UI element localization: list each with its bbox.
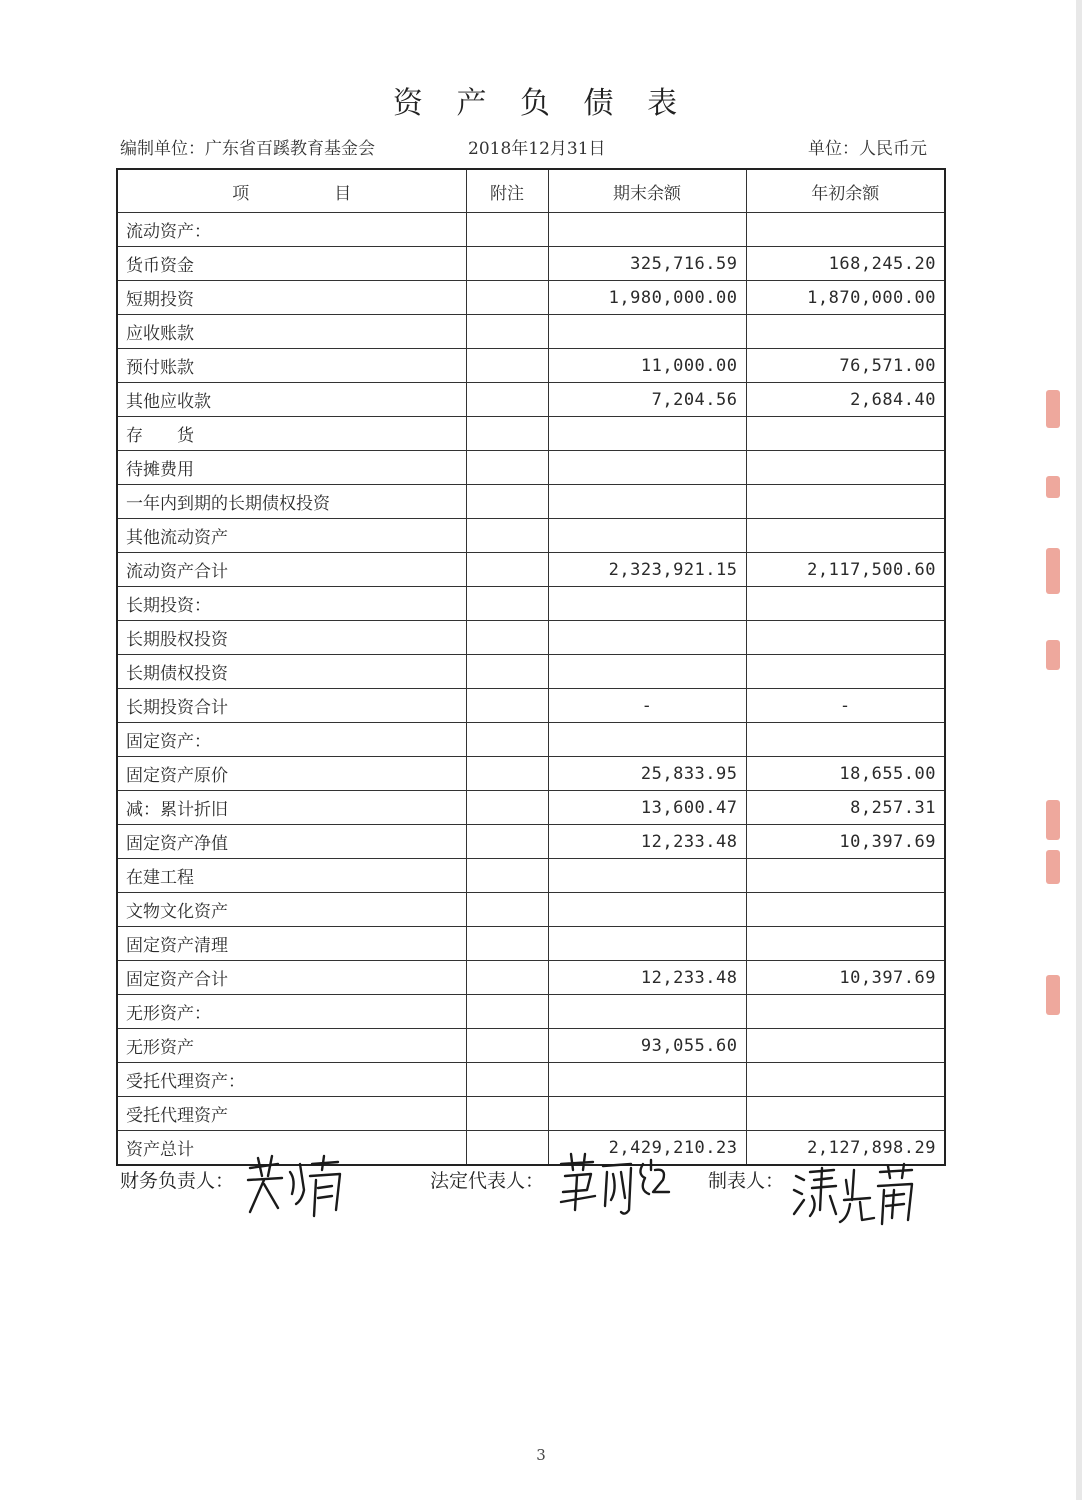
row-end-balance: [548, 417, 746, 451]
seal-fragment: [1046, 800, 1060, 840]
row-item-label: 待摊费用: [117, 451, 466, 485]
row-note: [466, 621, 548, 655]
preparer-signature: [790, 1160, 920, 1230]
row-note: [466, 825, 548, 859]
table-row: [117, 961, 945, 995]
row-item-label: 固定资产净值: [117, 825, 466, 859]
table-row: [117, 927, 945, 961]
header-item: 项 目: [117, 169, 466, 213]
table-row: [117, 315, 945, 349]
row-note: [466, 315, 548, 349]
row-item-label: 长期投资合计: [117, 689, 466, 723]
row-start-balance: -: [746, 689, 945, 723]
row-start-balance: [746, 417, 945, 451]
row-start-balance: [746, 655, 945, 689]
table-row: [117, 757, 945, 791]
seal-fragment: [1046, 975, 1060, 1015]
table-header-row: [117, 169, 945, 213]
table-row: [117, 1063, 945, 1097]
table-row: [117, 417, 945, 451]
row-end-balance: [548, 621, 746, 655]
row-start-balance: [746, 315, 945, 349]
row-end-balance: 11,000.00: [548, 349, 746, 383]
row-item-label: 受托代理资产：: [117, 1063, 466, 1097]
row-note: [466, 655, 548, 689]
table-row: [117, 587, 945, 621]
report-date: 2018年12月31日: [468, 139, 606, 159]
row-start-balance: 8,257.31: [746, 791, 945, 825]
row-end-balance: [548, 859, 746, 893]
row-end-balance: 325,716.59: [548, 247, 746, 281]
table-row: [117, 281, 945, 315]
row-note: [466, 689, 548, 723]
row-item-label: 短期投资: [117, 281, 466, 315]
row-note: [466, 927, 548, 961]
table-row: [117, 1097, 945, 1131]
page-number: 3: [536, 1446, 546, 1464]
row-note: [466, 859, 548, 893]
row-item-label: 存 货: [117, 417, 466, 451]
row-item-label: 在建工程: [117, 859, 466, 893]
finance-head-signature: [238, 1150, 348, 1225]
balance-sheet-table: [116, 168, 946, 1166]
row-start-balance: 10,397.69: [746, 961, 945, 995]
row-item-label: 受托代理资产: [117, 1097, 466, 1131]
row-end-balance: 1,980,000.00: [548, 281, 746, 315]
row-start-balance: 76,571.00: [746, 349, 945, 383]
row-note: [466, 247, 548, 281]
seal-fragment: [1046, 390, 1060, 428]
row-item-label: 无形资产: [117, 1029, 466, 1063]
row-item-label: 其他流动资产: [117, 519, 466, 553]
row-end-balance: [548, 893, 746, 927]
row-item-label: 无形资产：: [117, 995, 466, 1029]
row-note: [466, 349, 548, 383]
table-row: [117, 553, 945, 587]
seal-fragment: [1046, 476, 1060, 498]
row-note: [466, 893, 548, 927]
row-end-balance: [548, 451, 746, 485]
row-item-label: 预付账款: [117, 349, 466, 383]
preparer-label: 制表人：: [708, 1170, 785, 1192]
row-item-label: 固定资产清理: [117, 927, 466, 961]
row-end-balance: 12,233.48: [548, 825, 746, 859]
currency-unit: 单位：人民币元: [808, 139, 927, 159]
table-row: [117, 791, 945, 825]
row-end-balance: 7,204.56: [548, 383, 746, 417]
row-start-balance: [746, 927, 945, 961]
row-item-label: 流动资产：: [117, 213, 466, 247]
legal-representative-label: 法定代表人：: [430, 1170, 545, 1192]
row-start-balance: [746, 1063, 945, 1097]
row-end-balance: [548, 723, 746, 757]
row-item-label: 其他应收款: [117, 383, 466, 417]
row-end-balance: 12,233.48: [548, 961, 746, 995]
row-start-balance: [746, 1097, 945, 1131]
row-item-label: 长期投资：: [117, 587, 466, 621]
row-end-balance: 13,600.47: [548, 791, 746, 825]
table-row: [117, 859, 945, 893]
row-note: [466, 417, 548, 451]
row-end-balance: [548, 485, 746, 519]
row-note: [466, 485, 548, 519]
document-title: 资 产 负 债 表: [392, 86, 690, 121]
table-row: [117, 825, 945, 859]
header-note: 附注: [466, 169, 548, 213]
row-end-balance: [548, 587, 746, 621]
row-end-balance: [548, 927, 746, 961]
row-start-balance: [746, 893, 945, 927]
row-end-balance: -: [548, 689, 746, 723]
row-start-balance: [746, 519, 945, 553]
row-start-balance: [746, 587, 945, 621]
row-note: [466, 519, 548, 553]
row-item-label: 货币资金: [117, 247, 466, 281]
table-row: [117, 247, 945, 281]
row-item-label: 长期股权投资: [117, 621, 466, 655]
finance-head-label: 财务负责人：: [120, 1170, 235, 1192]
table-row: [117, 451, 945, 485]
row-note: [466, 451, 548, 485]
table-row: [117, 485, 945, 519]
table-row: [117, 519, 945, 553]
row-end-balance: 93,055.60: [548, 1029, 746, 1063]
table-row: [117, 213, 945, 247]
scan-edge: [1076, 0, 1082, 1500]
row-item-label: 流动资产合计: [117, 553, 466, 587]
row-start-balance: 2,684.40: [746, 383, 945, 417]
row-note: [466, 553, 548, 587]
table-row: [117, 1029, 945, 1063]
table-row: [117, 349, 945, 383]
row-start-balance: 18,655.00: [746, 757, 945, 791]
row-note: [466, 995, 548, 1029]
row-item-label: 固定资产合计: [117, 961, 466, 995]
row-start-balance: 10,397.69: [746, 825, 945, 859]
row-end-balance: 25,833.95: [548, 757, 746, 791]
row-end-balance: [548, 995, 746, 1029]
seal-fragment: [1046, 548, 1060, 594]
row-note: [466, 961, 548, 995]
row-note: [466, 281, 548, 315]
row-start-balance: 2,117,500.60: [746, 553, 945, 587]
row-item-label: 固定资产：: [117, 723, 466, 757]
legal-representative-signature: [555, 1150, 675, 1230]
row-start-balance: 2,127,898.29: [746, 1131, 945, 1166]
table-row: [117, 655, 945, 689]
row-note: [466, 1131, 548, 1166]
row-item-label: 一年内到期的长期债权投资: [117, 485, 466, 519]
row-note: [466, 383, 548, 417]
row-end-balance: 2,429,210.23: [548, 1131, 746, 1166]
row-item-label: 长期债权投资: [117, 655, 466, 689]
organization-label: 编制单位：广东省百蹊教育基金会: [120, 139, 375, 159]
row-item-label: 减：累计折旧: [117, 791, 466, 825]
row-end-balance: 2,323,921.15: [548, 553, 746, 587]
row-start-balance: [746, 451, 945, 485]
row-note: [466, 1097, 548, 1131]
table-row: [117, 689, 945, 723]
seal-fragment: [1046, 850, 1060, 884]
row-item-label: 应收账款: [117, 315, 466, 349]
seal-fragment: [1046, 640, 1060, 670]
table-row: [117, 893, 945, 927]
row-start-balance: [746, 621, 945, 655]
row-end-balance: [548, 1063, 746, 1097]
row-start-balance: [746, 995, 945, 1029]
row-start-balance: [746, 1029, 945, 1063]
row-end-balance: [548, 519, 746, 553]
row-start-balance: [746, 723, 945, 757]
row-note: [466, 791, 548, 825]
row-item-label: 固定资产原价: [117, 757, 466, 791]
table-row: [117, 621, 945, 655]
row-start-balance: 168,245.20: [746, 247, 945, 281]
row-end-balance: [548, 315, 746, 349]
row-note: [466, 1029, 548, 1063]
row-note: [466, 213, 548, 247]
row-note: [466, 1063, 548, 1097]
row-item-label: 资产总计: [117, 1131, 466, 1166]
header-end-balance: 期末余额: [548, 169, 746, 213]
header-start-balance: 年初余额: [746, 169, 945, 213]
row-end-balance: [548, 655, 746, 689]
row-end-balance: [548, 1097, 746, 1131]
row-note: [466, 587, 548, 621]
table-row: [117, 383, 945, 417]
table-body: [117, 213, 945, 1166]
table-row: [117, 723, 945, 757]
table-row: [117, 995, 945, 1029]
row-note: [466, 723, 548, 757]
row-start-balance: 1,870,000.00: [746, 281, 945, 315]
row-note: [466, 757, 548, 791]
row-start-balance: [746, 485, 945, 519]
row-item-label: 文物文化资产: [117, 893, 466, 927]
row-start-balance: [746, 213, 945, 247]
row-start-balance: [746, 859, 945, 893]
row-end-balance: [548, 213, 746, 247]
